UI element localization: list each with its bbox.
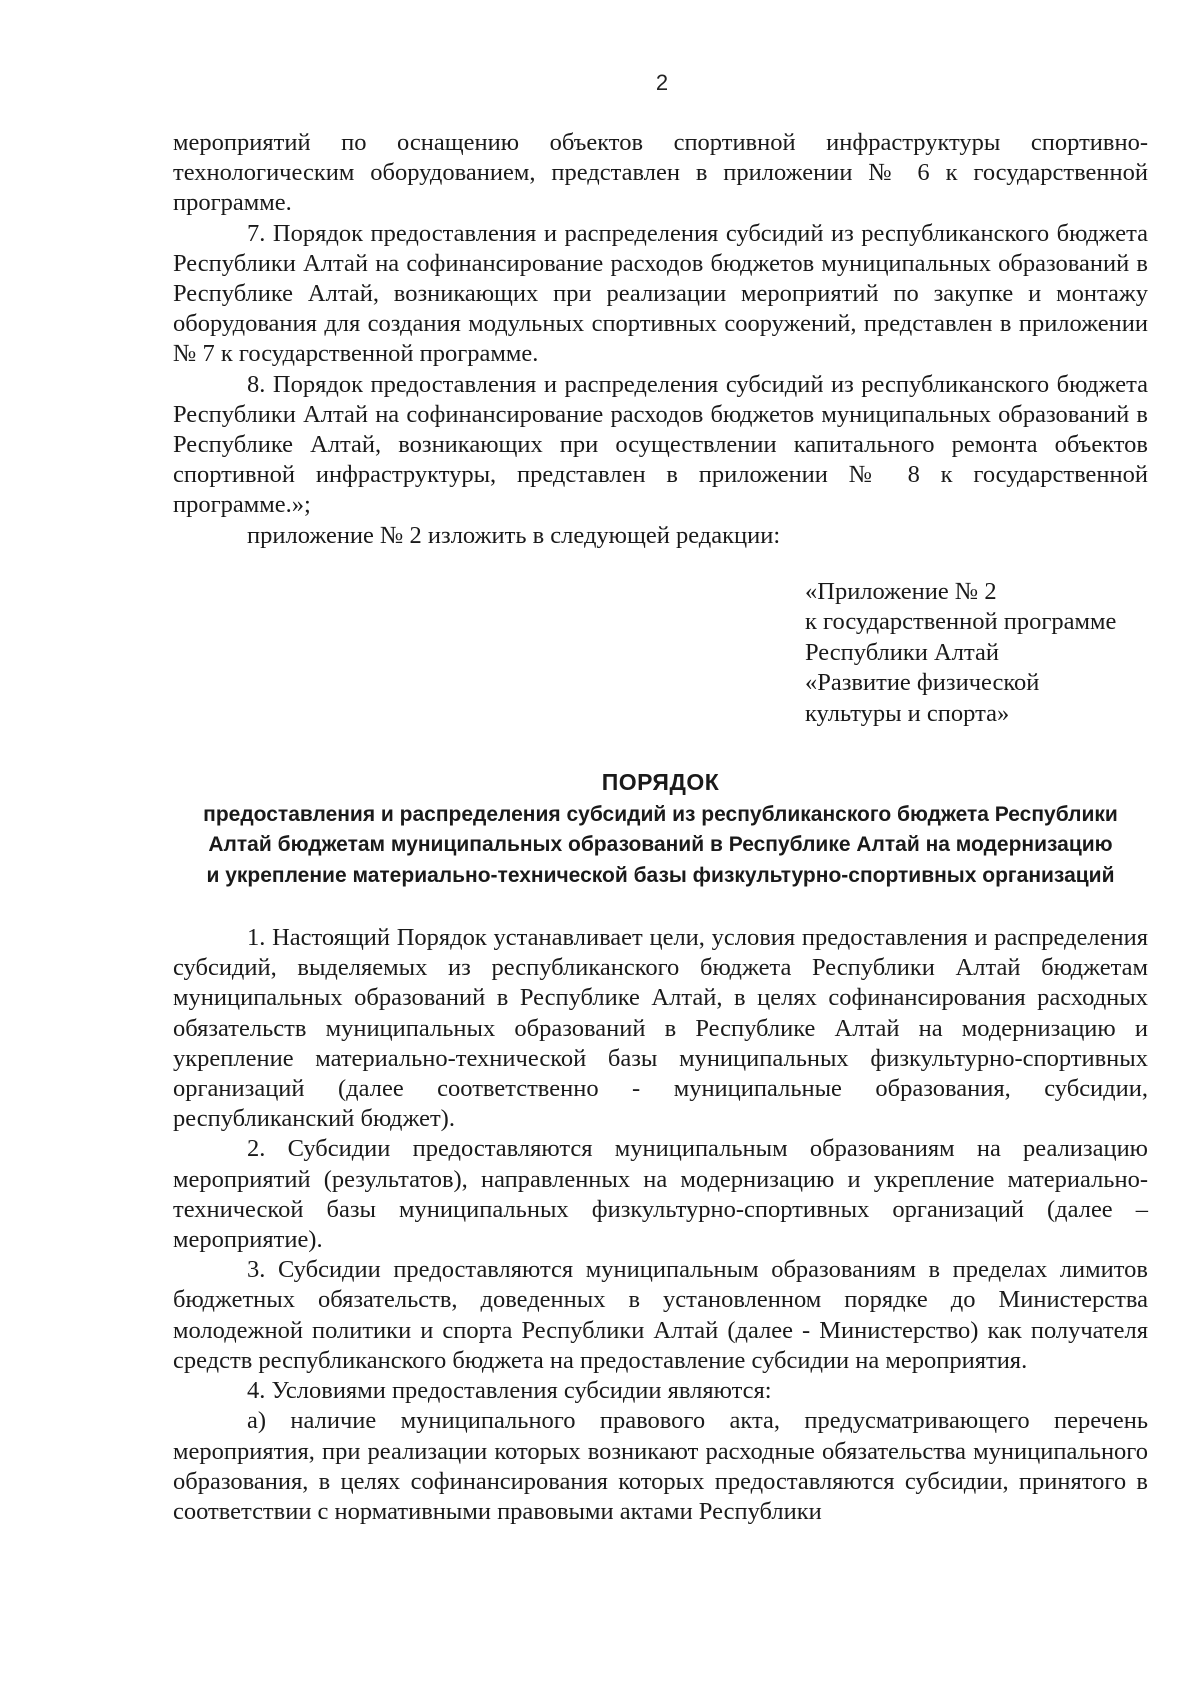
document-body [173,128,1148,1527]
subtitle-line: и укрепление материально-технической базы физкультурно-спортивных организаций [206,863,1115,887]
document-title: ПОРЯДОК [601,769,720,796]
page-number: 2 [655,70,669,95]
appendix-header [805,577,1148,730]
appendix-line: культуры и спорта» [805,699,1010,727]
appendix-line: Республики Алтай [805,638,999,666]
paragraph: 2. Субсидии предоставляются муниципальным образованиям на реализацию мероприятий (результатов), направленных на модернизацию и укрепление материально-технической базы муниципальных физкультурно-спортивных организаций (далее – мероприятие). [173,1135,1148,1254]
paragraph: 3. Субсидии предоставляются муниципальным образованиям в пределах лимитов бюджетных обязательств, доведенных в установленном порядке до Министерства молодежной политики и спорта Республики Алтай (далее - Министерство) как получателя средств республиканского бюджета на предоставление субсидии на мероприятия. [173,1256,1148,1374]
paragraph: а) наличие муниципального правового акта, предусматривающего перечень мероприятия, при реализации которых возникают расходные обязательства муниципального образования, в целях софинансирования которых предоставляются субсидии, принятого в соответствии с нормативными правовыми актами Республики [173,1407,1148,1525]
order-body [173,923,1148,1527]
subtitle-line: Алтай бюджетам муниципальных образований в Республике Алтай на модернизацию [208,833,1113,857]
top-section [173,128,1148,551]
appendix-line: «Приложение № 2 [805,577,997,605]
subtitle-line: предоставления и распределения субсидий из республиканского бюджета Республики [203,802,1118,826]
paragraph: приложение № 2 изложить в следующей редакции: [247,521,781,549]
document-subtitle [173,800,1148,892]
paragraph: мероприятий по оснащению объектов спортивной инфраструктуры спортивно-технологическим оборудованием, представлен в приложении № 6 к государственной программе. [173,129,1148,217]
appendix-line: к государственной программе [805,608,1117,636]
appendix-line: «Развитие физической [805,669,1040,697]
paragraph: 1. Настоящий Порядок устанавливает цели, условия предоставления и распределения субсидий, выделяемых из республиканского бюджета Республики Алтай бюджетам муниципальных образований в Республике Алтай, в целях софинансирования расходных обязательств муниципальных образований в Республике Алтай на модернизацию и укрепление материально-технической базы муниципальных физкультурно-спортивных организаций (далее соответственно - муниципальные образования, субсидии, республиканский бюджет). [173,924,1148,1133]
paragraph: 7. Порядок предоставления и распределения субсидий из республиканского бюджета Республики Алтай на софинансирование расходов бюджетов муниципальных образований в Республике Алтай, возникающих при реализации мероприятий по закупке и монтажу оборудования для создания модульных спортивных сооружений, представлен в приложении № 7 к государственной программе. [173,219,1148,368]
paragraph: 4. Условиями предоставления субсидии являются: [247,1377,772,1405]
paragraph: 8. Порядок предоставления и распределения субсидий из республиканского бюджета Республики Алтай на софинансирование расходов бюджетов муниципальных образований в Республике Алтай, возникающих при осуществлении капитального ремонта объектов спортивной инфраструктуры, представлен в приложении № 8 к государственной программе.»; [173,370,1148,519]
